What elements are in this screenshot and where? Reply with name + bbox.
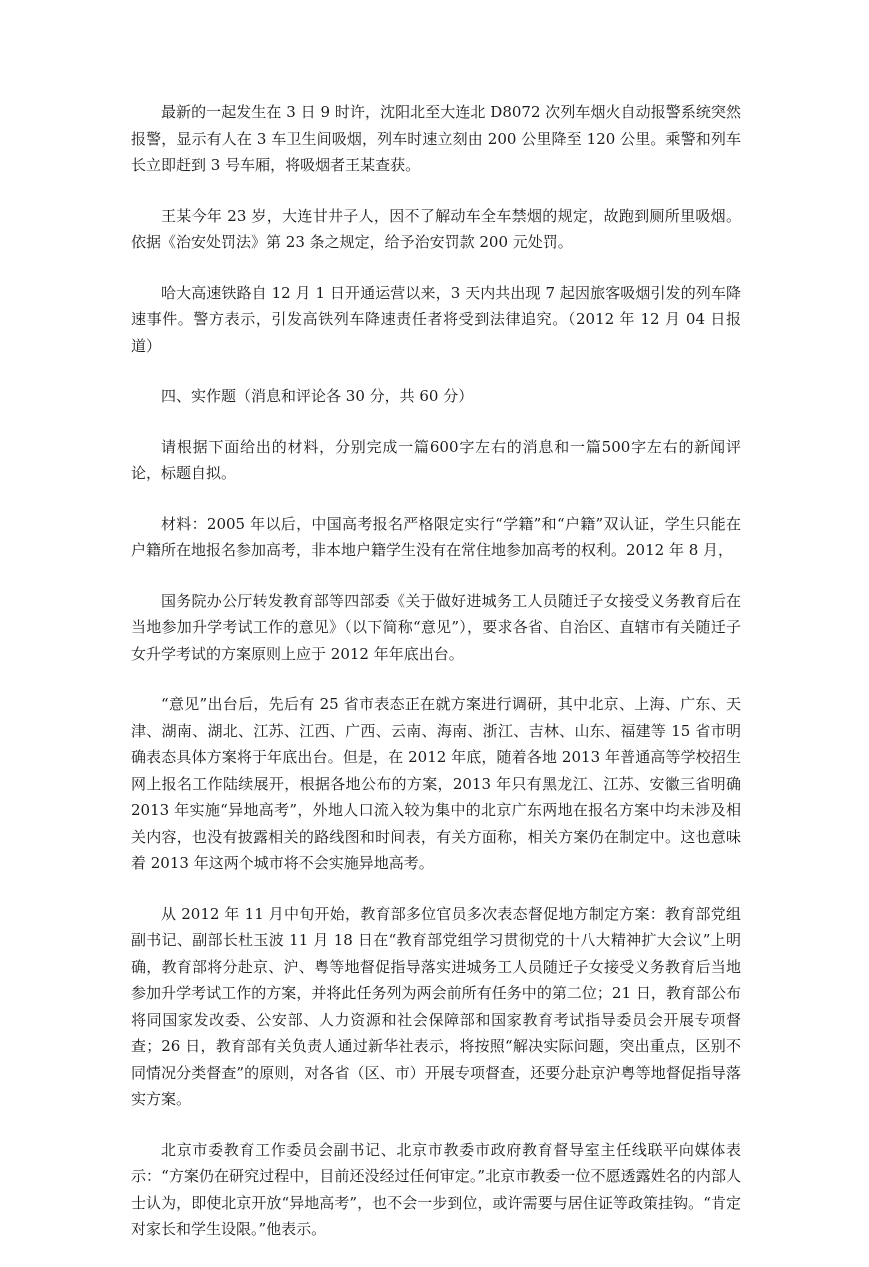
paragraph-provincial-responses: “意见”出台后，先后有 25 省市表态正在就方案进行调研，其中北京、上海、广东、天津、湖南、湖北、江苏、江西、广西、云南、海南、浙江、吉林、山东、福建等 15 省市明确表态具体方案将于年底出台。但是，在 2012 年底，随着各地 2013 年普通高等学校招生网上报名工作陆续展开，根据各地公布的方案，2013 年只有黑龙江、江苏、安徽三省明确 2013 年实施“异地高考”，外地人口流入较为集中的北京广东两地在报名方案中均未涉及相关内容，也没有披露相关的路线图和时间表，有关方面称，相关方案仍在制定中。这也意味着 2013 年这两个城市将不会实施异地高考。 bbox=[131, 695, 741, 872]
paragraph-penalty: 王某今年 23 岁，大连甘井子人，因不了解动车全车禁烟的规定，故跑到厕所里吸烟。依据《治安处罚法》第 23 条之规定，给予治安罚款 200 元处罚。 bbox=[131, 206, 741, 251]
paragraph-instructions: 请根据下面给出的材料，分别完成一篇600字左右的消息和一篇500字左右的新闻评论，标题自拟。 bbox=[131, 437, 741, 482]
paragraph-railway-statement: 哈大高速铁路自 12 月 1 日开通运营以来，3 天内共出现 7 起因旅客吸烟引发的列车降速事件。警方表示，引发高铁列车降速责任者将受到法律追究。（2012 年 12 月 04 日报道） bbox=[131, 283, 741, 355]
paragraph-state-council-opinion: 国务院办公厅转发教育部等四部委《关于做好进城务工人员随迁子女接受义务教育后在当地参加升学考试工作的意见》（以下简称“意见”），要求各省、自治区、直辖市有关随迁子女升学考试的方案原则上应于 2012 年年底出台。 bbox=[131, 591, 741, 663]
document-body bbox=[131, 99, 741, 1267]
paragraph-beijing-commission: 北京市委教育工作委员会副书记、北京市教委市政府教育督导室主任线联平向媒体表示：“方案仍在研究过程中，目前还没经过任何审定。”北京市教委一位不愿透露姓名的内部人士认为，即使北京开放“异地高考”，也不会一步到位，或许需要与居住证等政策挂钩。“肯定对家长和学生设限。”他表示。 bbox=[131, 1140, 741, 1238]
paragraph-ministry-supervision: 从 2012 年 11 月中旬开始，教育部多位官员多次表态督促地方制定方案：教育部党组副书记、副部长杜玉波 11 月 18 日在“教育部党组学习贯彻党的十八大精神扩大会议”上明确，教育部将分赴京、沪、粤等地督促指导落实进城务工人员随迁子女接受义务教育后当地参加升学考试工作的方案，并将此任务列为两会前所有任务中的第二位；21 日，教育部公布将同国家发改委、公安部、人力资源和社会保障部和国家教育考试指导委员会开展专项督查；26 日，教育部有关负责人通过新华社表示，将按照“解决实际问题，突出重点，区别不同情况分类督查”的原则，对各省（区、市）开展专项督查，还要分赴京沪粤等地督促指导落实方案。 bbox=[131, 904, 741, 1108]
section-heading-practical-question: 四、实作题（消息和评论各 30 分，共 60 分） bbox=[161, 387, 474, 405]
paragraph-smoking-incident: 最新的一起发生在 3 日 9 时许，沈阳北至大连北 D8072 次列车烟火自动报警系统突然报警，显示有人在 3 车卫生间吸烟，列车时速立刻由 200 公里降至 120 公里。乘警和列车长立即赶到 3 号车厢，将吸烟者王某查获。 bbox=[131, 103, 741, 174]
paragraph-material-intro: 材料：2005 年以后，中国高考报名严格限定实行“学籍”和“户籍”双认证，学生只能在户籍所在地报名参加高考，非本地户籍学生没有在常住地参加高考的权利。2012 年 8 月， bbox=[131, 514, 741, 559]
